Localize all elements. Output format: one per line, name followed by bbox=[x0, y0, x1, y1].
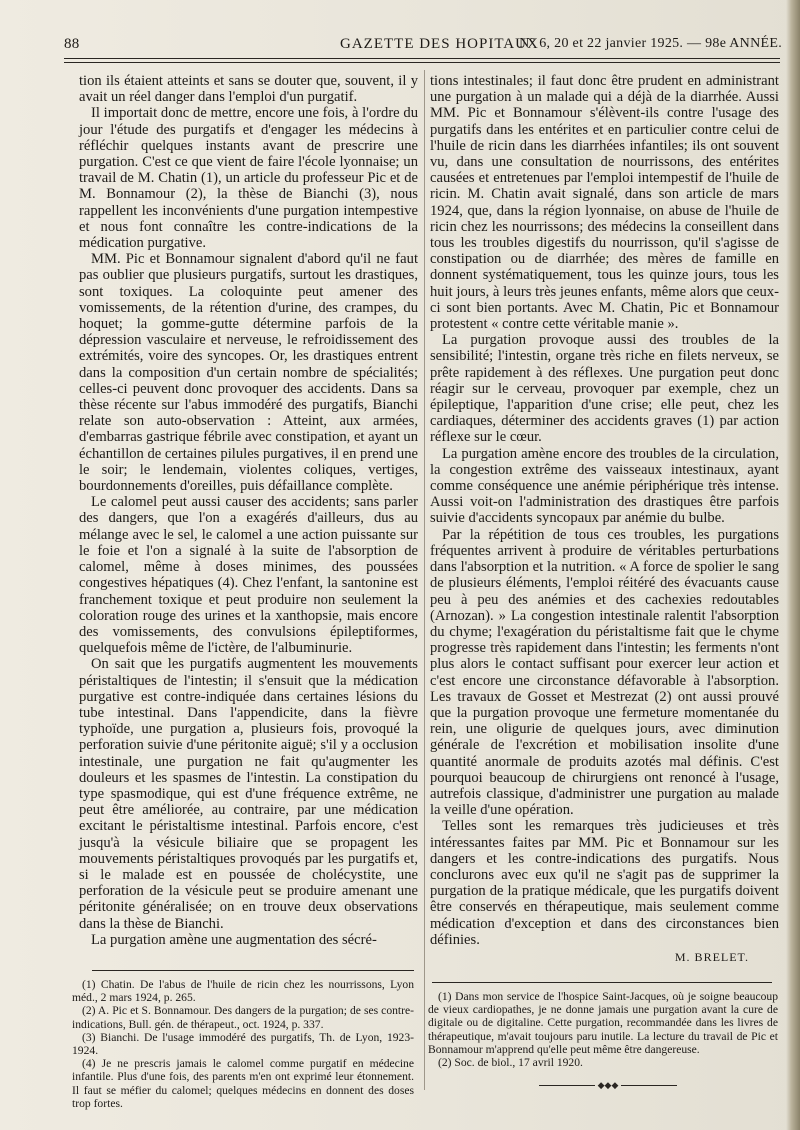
paragraph: Il importait donc de mettre, encore une fois, à l'ordre du jour l'étude des purgatifs et d'engager les médecins à réfléchir quelques instants avant de prescrire une purgation. C'est ce que vient de faire l'école lyonnaise; un travail de M. Chatin (1), un article du professeur Pic et de M. Bonnamour (2), la thèse de Bianchi (3), nous rappellent les inconvénients d'une purgation intempestive et nous font connaître les contre-indications de la médication purgative. bbox=[79, 105, 418, 252]
author-signature: M. BRELET. bbox=[674, 949, 749, 964]
paragraph: tions intestinales; il faut donc être prudent en administrant une purgation à un malade qui a déjà de la diarrhée. Aussi MM. Pic et Bonnamour s'élèvent-ils contre l'usage des purgatifs dans les entérites et en particulier contre celui de l'huile de ricin dans les diarrhées infantiles; ils ont souvent vu, dans une consultation de nourrissons, des entérites causées et entretenues par l'emploi intempestif de l'huile de ricin. M. Chatin avait signalé, dans son article de mars 1924, que, dans la région lyonnaise, on abuse de l'huile de ricin chez les nourrissons; des médecins la conseillent dans tous les troubles digestifs du nourrisson, qu'il s'agisse de constipation ou de diarrhée; des mères de famille en donnent systématiquement, tous les quinze jours, tous les huit jours, à leurs très jeunes enfants, même alors que ceux-ci sont bien portants. Avec M. Chatin, Pic et Bonnamour protestent « contre cette véritable manie ». bbox=[430, 73, 779, 333]
paragraph: La purgation amène encore des troubles de la circulation, la congestion extrême des vaisseaux intestinaux, ayant comme conséquence une anémie périphérique très intense. Aussi voit-on l'administration des drastiques être parfois suivie d'accidents syncopaux par anémie du bulbe. bbox=[430, 445, 779, 527]
footnote-rule-right bbox=[432, 982, 772, 983]
paragraph: Par la répétition de tous ces troubles, les purgations fréquentes arrivent à produire de véritables perturbations dans l'absorption et la nutrition. « A force de spolier le sang de plusieurs éléments, l'emploi réitéré des évacuants cause peu à peu des anémies et des cachexies redoutables (Arnozan). » La congestion intestinale ralentit l'absorption du chyme; l'exagération du péristaltisme fait que le chyme progresse très rapidement dans l'intestin; les ferments n'ont plus alors le contact suffisant pour exercer leur action et c'est encore une circonstance défavorable à l'absorption. Les travaux de Gosset et Mestrezat (2) ont aussi prouvé que la purgation provoque une fermeture momentanée du rein, une oligurie de quelques jours, avec diminution générale de l'excrétion et mobilisation insolite d'une quantité anormale de produits azotés mal définis. C'est pourquoi beaucoup de chirurgiens ont renoncé à l'usage, autrefois classique, d'administrer une purgation au malade la veille d'une opération. bbox=[430, 526, 779, 819]
footnote: (4) Je ne prescris jamais le calomel comme purgatif en médecine infantile. Plus d'une fois, des parents m'en ont exprimé leur étonnement. Il faut se méfier du calomel; quelques médecins en donnent des doses trop fortes. bbox=[72, 1057, 414, 1110]
header-rule-bottom bbox=[64, 62, 780, 63]
right-column bbox=[430, 73, 779, 965]
footnote: (1) Dans mon service de l'hospice Saint-Jacques, où je soigne beaucoup de vieux cardiopathes, je ne donne jamais une purgation avant la cure de digitale ou de digitaline. Cette purgation, recommandée dans les livres de thérapeutique, m'avait toujours paru inutile. La lecture du travail de Pic et Bonnamour m'apprend qu'elle peut même être dangereuse. bbox=[428, 990, 778, 1056]
footnote: (2) A. Pic et S. Bonnamour. Des dangers de la purgation; de ses contre-indications, Bull. gén. de thérapeut., oct. 1924, p. 337. bbox=[72, 1004, 414, 1031]
left-footnotes bbox=[72, 978, 414, 1110]
column-divider bbox=[424, 70, 425, 1090]
paragraph: MM. Pic et Bonnamour signalent d'abord qu'il ne faut pas oublier que plusieurs purgatifs, surtout les drastiques, sont toxiques. La coloquinte peut amener des vomissements, de la rétention d'urine, des crampes, du hoquet; la gomme-gutte détermine parfois de la dépression vasculaire et nerveuse, le refroidissement des extrémités, voire des syncopes. Or, les drastiques entrent dans la composition d'un certain nombre de spécialités; celles-ci peuvent donc provoquer des accidents. Dans sa thèse récente sur l'abus immodéré des purgatifs, Bianchi relate son auto-observation : Atteint, aux armées, d'embarras gastrique fébrile avec constipation, et ayant un échantillon de certaines pilules purgatives, il en prend une le soir; le lendemain, violentes coliques, vertiges, bourdonnements d'oreilles, puis défaillance complète. bbox=[79, 251, 418, 495]
footnote-rule-left bbox=[92, 970, 414, 971]
paragraph: La purgation provoque aussi des troubles de la sensibilité; l'intestin, organe très riche en filets nerveux, se prête rapidement à des réflexes. Une purgation peut donc réagir sur le cerveau, provoquer par exemple, chez un épileptique, l'apparition d'une crise; elle peut, chez les cardiaques, déterminer des accidents graves (1) par action réflexe sur le cœur. bbox=[430, 332, 779, 446]
left-column bbox=[79, 73, 418, 948]
issue-info: N° 6, 20 et 22 janvier 1925. — 98e ANNÉE. bbox=[519, 36, 782, 51]
footnote: (3) Bianchi. De l'usage immodéré des purgatifs, Th. de Lyon, 1923-1924. bbox=[72, 1030, 414, 1058]
paragraph: La purgation amène une augmentation des sécré- bbox=[91, 931, 377, 948]
paragraph: Telles sont les remarques très judicieuses et très intéressantes faites par MM. Pic et Bonnamour sur les dangers et les contre-indications des purgatifs. Nous conclurons avec eux qu'il ne s'agit pas de supprimer la purgation de la pratique médicale, que les purgatifs doivent être conservés en thérapeutique, mais seulement comme médication d'exception et dans des circonstances bien définies. bbox=[430, 818, 779, 948]
journal-title: GAZETTE DES HOPITAUX bbox=[340, 36, 539, 52]
page-edge-shadow bbox=[786, 0, 800, 1130]
page-number: 88 bbox=[64, 36, 80, 52]
paragraph: On sait que les purgatifs augmentent les mouvements péristaltiques de l'intestin; il s'ensuit que la médication purgative est contre-indiquée dans certaines lésions du tube intestinal. Dans l'appendicite, dans la fièvre typhoïde, une purgation a, plusieurs fois, provoqué la perforation suivie d'une péritonite aiguë; s'il y a occlusion intestinale, une purgation ne fait qu'augmenter les douleurs et les spasmes de l'intestin. La constipation du type spasmodique, qui est d'une fréquence extrême, ne peut être améliorée, au contraire, par une médication excitant le péristaltisme intestinal. Parfois encore, c'est jusqu'à la vésicule biliaire que se propagent les mouvements péristaltiques provoqués par les purgatifs et, si le malade est en poussée de cholécystite, une perforation de la vésicule peut se produire amenant une péritonite généralisée; on en trouve deux observations dans la thèse de Bianchi. bbox=[79, 656, 418, 932]
end-ornament: ◆◆◆ bbox=[528, 1081, 688, 1091]
footnote: (1) Chatin. De l'abus de l'huile de ricin chez les nourrissons, Lyon méd., 2 mars 1924, p. 265. bbox=[72, 978, 414, 1005]
footnote: (2) Soc. de biol., 17 avril 1920. bbox=[438, 1056, 583, 1070]
right-footnotes bbox=[428, 990, 778, 1069]
paragraph: Le calomel peut aussi causer des accidents; sans parler des dangers, que l'on a exagérés d'ailleurs, dus au mélange avec le sel, le calomel a une action puissante sur le foie et l'on a signalé à la suite de l'absorption de calomel, même à doses minimes, des poussées congestives hépatiques (4). Chez l'enfant, la santonine est franchement toxique et peut produire non seulement la coloration rouge des urines et la xanthopsie, mais encore des vomissements, des convulsions épileptiformes, quelquefois même de l'ictère, de l'albuminurie. bbox=[79, 494, 418, 657]
paragraph: tion ils étaient atteints et sans se douter que, souvent, il y avait un réel danger dans l'emploi d'un purgatif. bbox=[79, 73, 418, 106]
page-header bbox=[64, 34, 782, 56]
header-rule-top bbox=[64, 58, 780, 59]
